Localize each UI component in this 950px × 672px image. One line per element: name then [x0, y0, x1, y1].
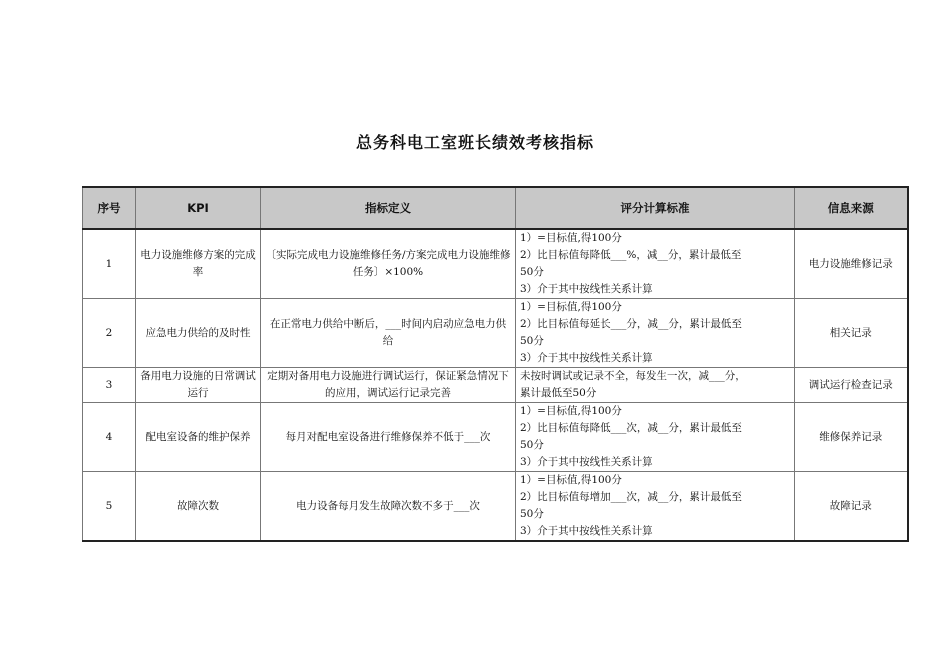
table-row	[83, 229, 908, 299]
standard-line: 2）比目标值每降低___%，减__分，累计最低至	[520, 249, 742, 261]
header-source: 信息来源	[795, 187, 908, 229]
cell-no: 4	[83, 403, 136, 472]
header-standard: 评分计算标准	[516, 187, 795, 229]
standard-line: 1）=目标值,得100分	[520, 474, 622, 486]
cell-definition: 〔实际完成电力设施维修任务/方案完成电力设施维修任务〕×100%	[261, 229, 516, 299]
cell-kpi: 应急电力供给的及时性	[136, 299, 261, 368]
standard-line: 3）介于其中按线性关系计算	[520, 283, 653, 295]
cell-definition: 定期对备用电力设施进行调试运行，保证紧急情况下的应用，调试运行记录完善	[261, 368, 516, 403]
cell-kpi: 配电室设备的维护保养	[136, 403, 261, 472]
header-definition: 指标定义	[261, 187, 516, 229]
cell-source: 电力设施维修记录	[795, 229, 908, 299]
cell-standard	[516, 472, 795, 542]
cell-standard	[516, 229, 795, 299]
cell-standard	[516, 403, 795, 472]
table-row	[83, 472, 908, 542]
cell-source: 相关记录	[795, 299, 908, 368]
header-no: 序号	[83, 187, 136, 229]
table-row	[83, 299, 908, 368]
kpi-table	[82, 186, 909, 542]
standard-line: 50分	[520, 508, 544, 520]
table-row	[83, 403, 908, 472]
cell-source: 调试运行检查记录	[795, 368, 908, 403]
cell-kpi: 故障次数	[136, 472, 261, 542]
standard-line: 2）比目标值每增加___次，减__分，累计最低至	[520, 491, 742, 503]
cell-kpi: 电力设施维修方案的完成率	[136, 229, 261, 299]
table-row	[83, 368, 908, 403]
cell-no: 5	[83, 472, 136, 542]
cell-source: 维修保养记录	[795, 403, 908, 472]
cell-standard	[516, 368, 795, 403]
standard-line: 未按时调试或记录不全，每发生一次，减___分，	[520, 370, 746, 382]
standard-line: 3）介于其中按线性关系计算	[520, 456, 653, 468]
standard-line: 50分	[520, 439, 544, 451]
standard-line: 1）=目标值,得100分	[520, 232, 622, 244]
standard-line: 50分	[520, 266, 544, 278]
cell-definition: 电力设备每月发生故障次数不多于___次	[261, 472, 516, 542]
standard-line: 2）比目标值每延长___分，减__分，累计最低至	[520, 318, 742, 330]
cell-definition: 每月对配电室设备进行维修保养不低于___次	[261, 403, 516, 472]
cell-kpi: 备用电力设施的日常调试运行	[136, 368, 261, 403]
cell-no: 1	[83, 229, 136, 299]
standard-line: 累计最低至50分	[520, 387, 597, 399]
cell-source: 故障记录	[795, 472, 908, 542]
standard-line: 1）=目标值,得100分	[520, 405, 622, 417]
standard-line: 50分	[520, 335, 544, 347]
cell-no: 2	[83, 299, 136, 368]
table-header-row	[83, 187, 908, 229]
cell-standard	[516, 299, 795, 368]
page-title: 总务科电工室班长绩效考核指标	[355, 133, 594, 152]
standard-line: 3）介于其中按线性关系计算	[520, 525, 653, 537]
cell-no: 3	[83, 368, 136, 403]
cell-definition: 在正常电力供给中断后，___时间内启动应急电力供给	[261, 299, 516, 368]
standard-line: 2）比目标值每降低___次，减__分，累计最低至	[520, 422, 742, 434]
header-kpi: KPI	[136, 187, 261, 229]
standard-line: 1）=目标值,得100分	[520, 301, 622, 313]
standard-line: 3）介于其中按线性关系计算	[520, 352, 653, 364]
